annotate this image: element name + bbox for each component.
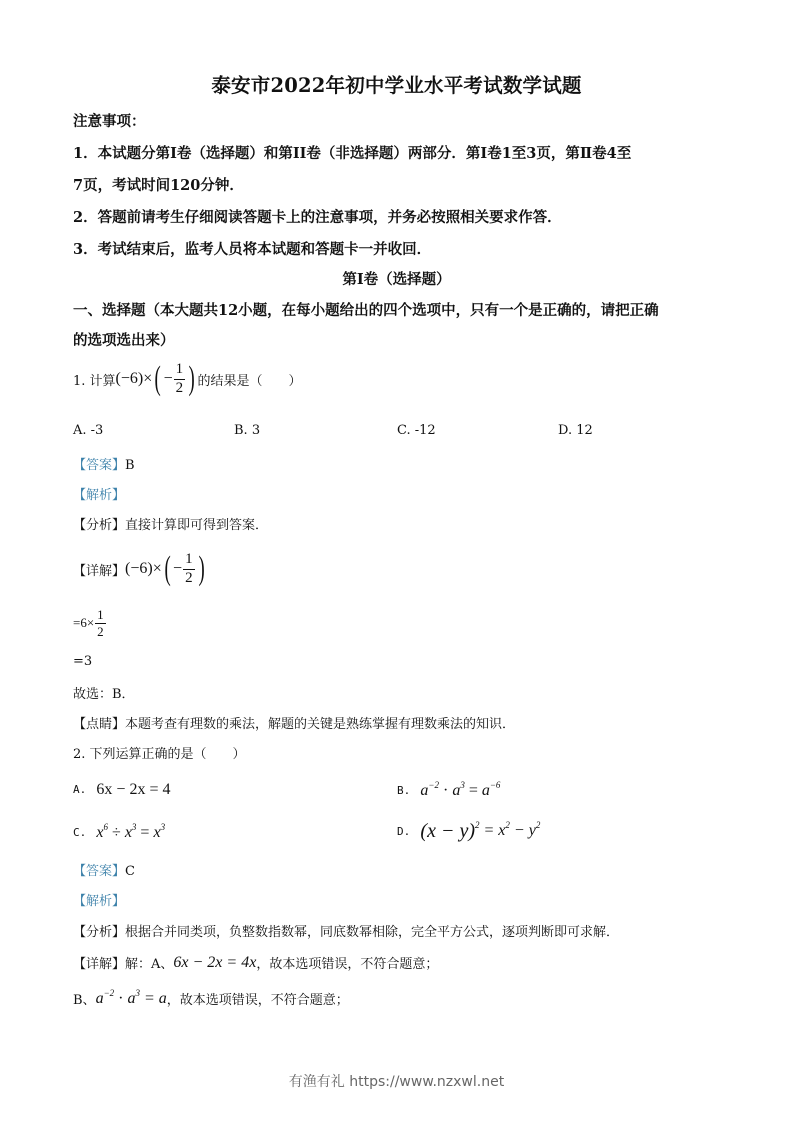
notice-item-1-cont: 7页，考试时间120分钟．: [73, 177, 244, 194]
q1-prefix: 1. 计算: [73, 373, 116, 389]
q1-option-c: C. -12: [397, 423, 436, 438]
q1-detail: [73, 552, 207, 587]
notice-item-3: 3．考试结束后，监考人员将本试题和答题卡一并收回．: [73, 241, 432, 258]
q2-answer: [73, 860, 135, 879]
fenxi-label: 【分析】: [73, 518, 126, 533]
detail-label: 【详解】: [73, 957, 126, 972]
comment-label: 【点睛】: [73, 717, 126, 732]
q1-option-a: A. -3: [73, 423, 104, 438]
answer-value: C: [125, 864, 135, 879]
question-2-stem: 2. 下列运算正确的是（ ）: [73, 747, 246, 762]
q2-option-a: A. 6x − 2x = 4: [73, 780, 171, 798]
section-heading-line2: 的选项选出来）: [73, 332, 175, 349]
q2-fenxi: [73, 921, 619, 940]
fenxi-text: 直接计算即可得到答案．: [125, 518, 269, 533]
q1-option-b: B. 3: [234, 423, 261, 438]
q1-step1: =6× $\frac{1}{2}$: [73, 607, 104, 639]
q2-detail-b: B、 $a^{-2} \cdot a^3 = a$ ，故本选项错误，不符合题意；: [73, 988, 349, 1008]
comment-text: 本题考查有理数的乘法，解题的关键是熟练掌握有理数乘法的知识．: [125, 717, 516, 732]
q1-suffix: 的结果是（ ）: [197, 373, 302, 389]
fenxi-text: 根据合并同类项，负整数指数幂，同底数幂相除，完全平方公式，逐项判断即可求解．: [125, 925, 620, 940]
page-title: 泰安市2022年初中学业水平考试数学试题: [211, 74, 582, 97]
q1-fenxi: [73, 514, 268, 533]
q1-fraction: $\frac{1}{2}$: [175, 361, 184, 396]
detail-label: 【详解】: [73, 563, 126, 579]
q2-analysis-label: 【解析】: [73, 894, 126, 909]
q2-option-c: C. $x^6 \div x^3 = x^3$: [73, 822, 166, 841]
q2-option-d: D. $(x - y)^2 = x^2 - y^2$: [397, 820, 541, 842]
notice-heading: 注意事项：: [73, 113, 146, 130]
q1-detail-expression: (−6)×( − $\frac{1}{2}$ ): [125, 550, 205, 588]
footer-watermark: 有渔有礼 https://www.nzxwl.net: [288, 1074, 505, 1090]
q1-option-d: D. 12: [558, 423, 593, 438]
answer-value: B: [125, 458, 135, 473]
notice-item-2: 2．答题前请考生仔细阅读答题卡上的注意事项，并务必按照相关要求作答．: [73, 209, 562, 226]
q1-minus: −: [163, 369, 173, 387]
q1-expression: (−6)×( − $\frac{1}{2}$ ): [115, 360, 195, 398]
q1-expr-left: (−6)×: [115, 369, 153, 387]
q1-step2: =3: [73, 654, 93, 669]
q1-answer: [73, 454, 135, 473]
notice-item-1: 1．本试题分第Ⅰ卷（选择题）和第II卷（非选择题）两部分．第Ⅰ卷1至3页，第Ⅱ卷4至: [73, 145, 632, 162]
section-heading-line1: 一、选择题（本大题共12小题，在每小题给出的四个选项中，只有一个是正确的，请把正确: [73, 302, 659, 319]
q1-comment: [73, 713, 515, 732]
answer-label: 【答案】: [73, 458, 126, 473]
fenxi-label: 【分析】: [73, 925, 126, 940]
part-title: 第Ⅰ卷（选择题）: [342, 271, 451, 288]
q2-option-b: B. $a^{-2} \cdot a^3 = a^{-6}$: [397, 780, 501, 799]
q1-analysis-label: 【解析】: [73, 488, 126, 503]
answer-label: 【答案】: [73, 864, 126, 879]
q2-detail-a: 【详解】 解：A、 6x − 2x = 4x ，故本选项错误，不符合题意；: [73, 953, 439, 972]
q1-choose: 故选：B．: [73, 687, 135, 702]
question-1-stem: [73, 362, 301, 397]
